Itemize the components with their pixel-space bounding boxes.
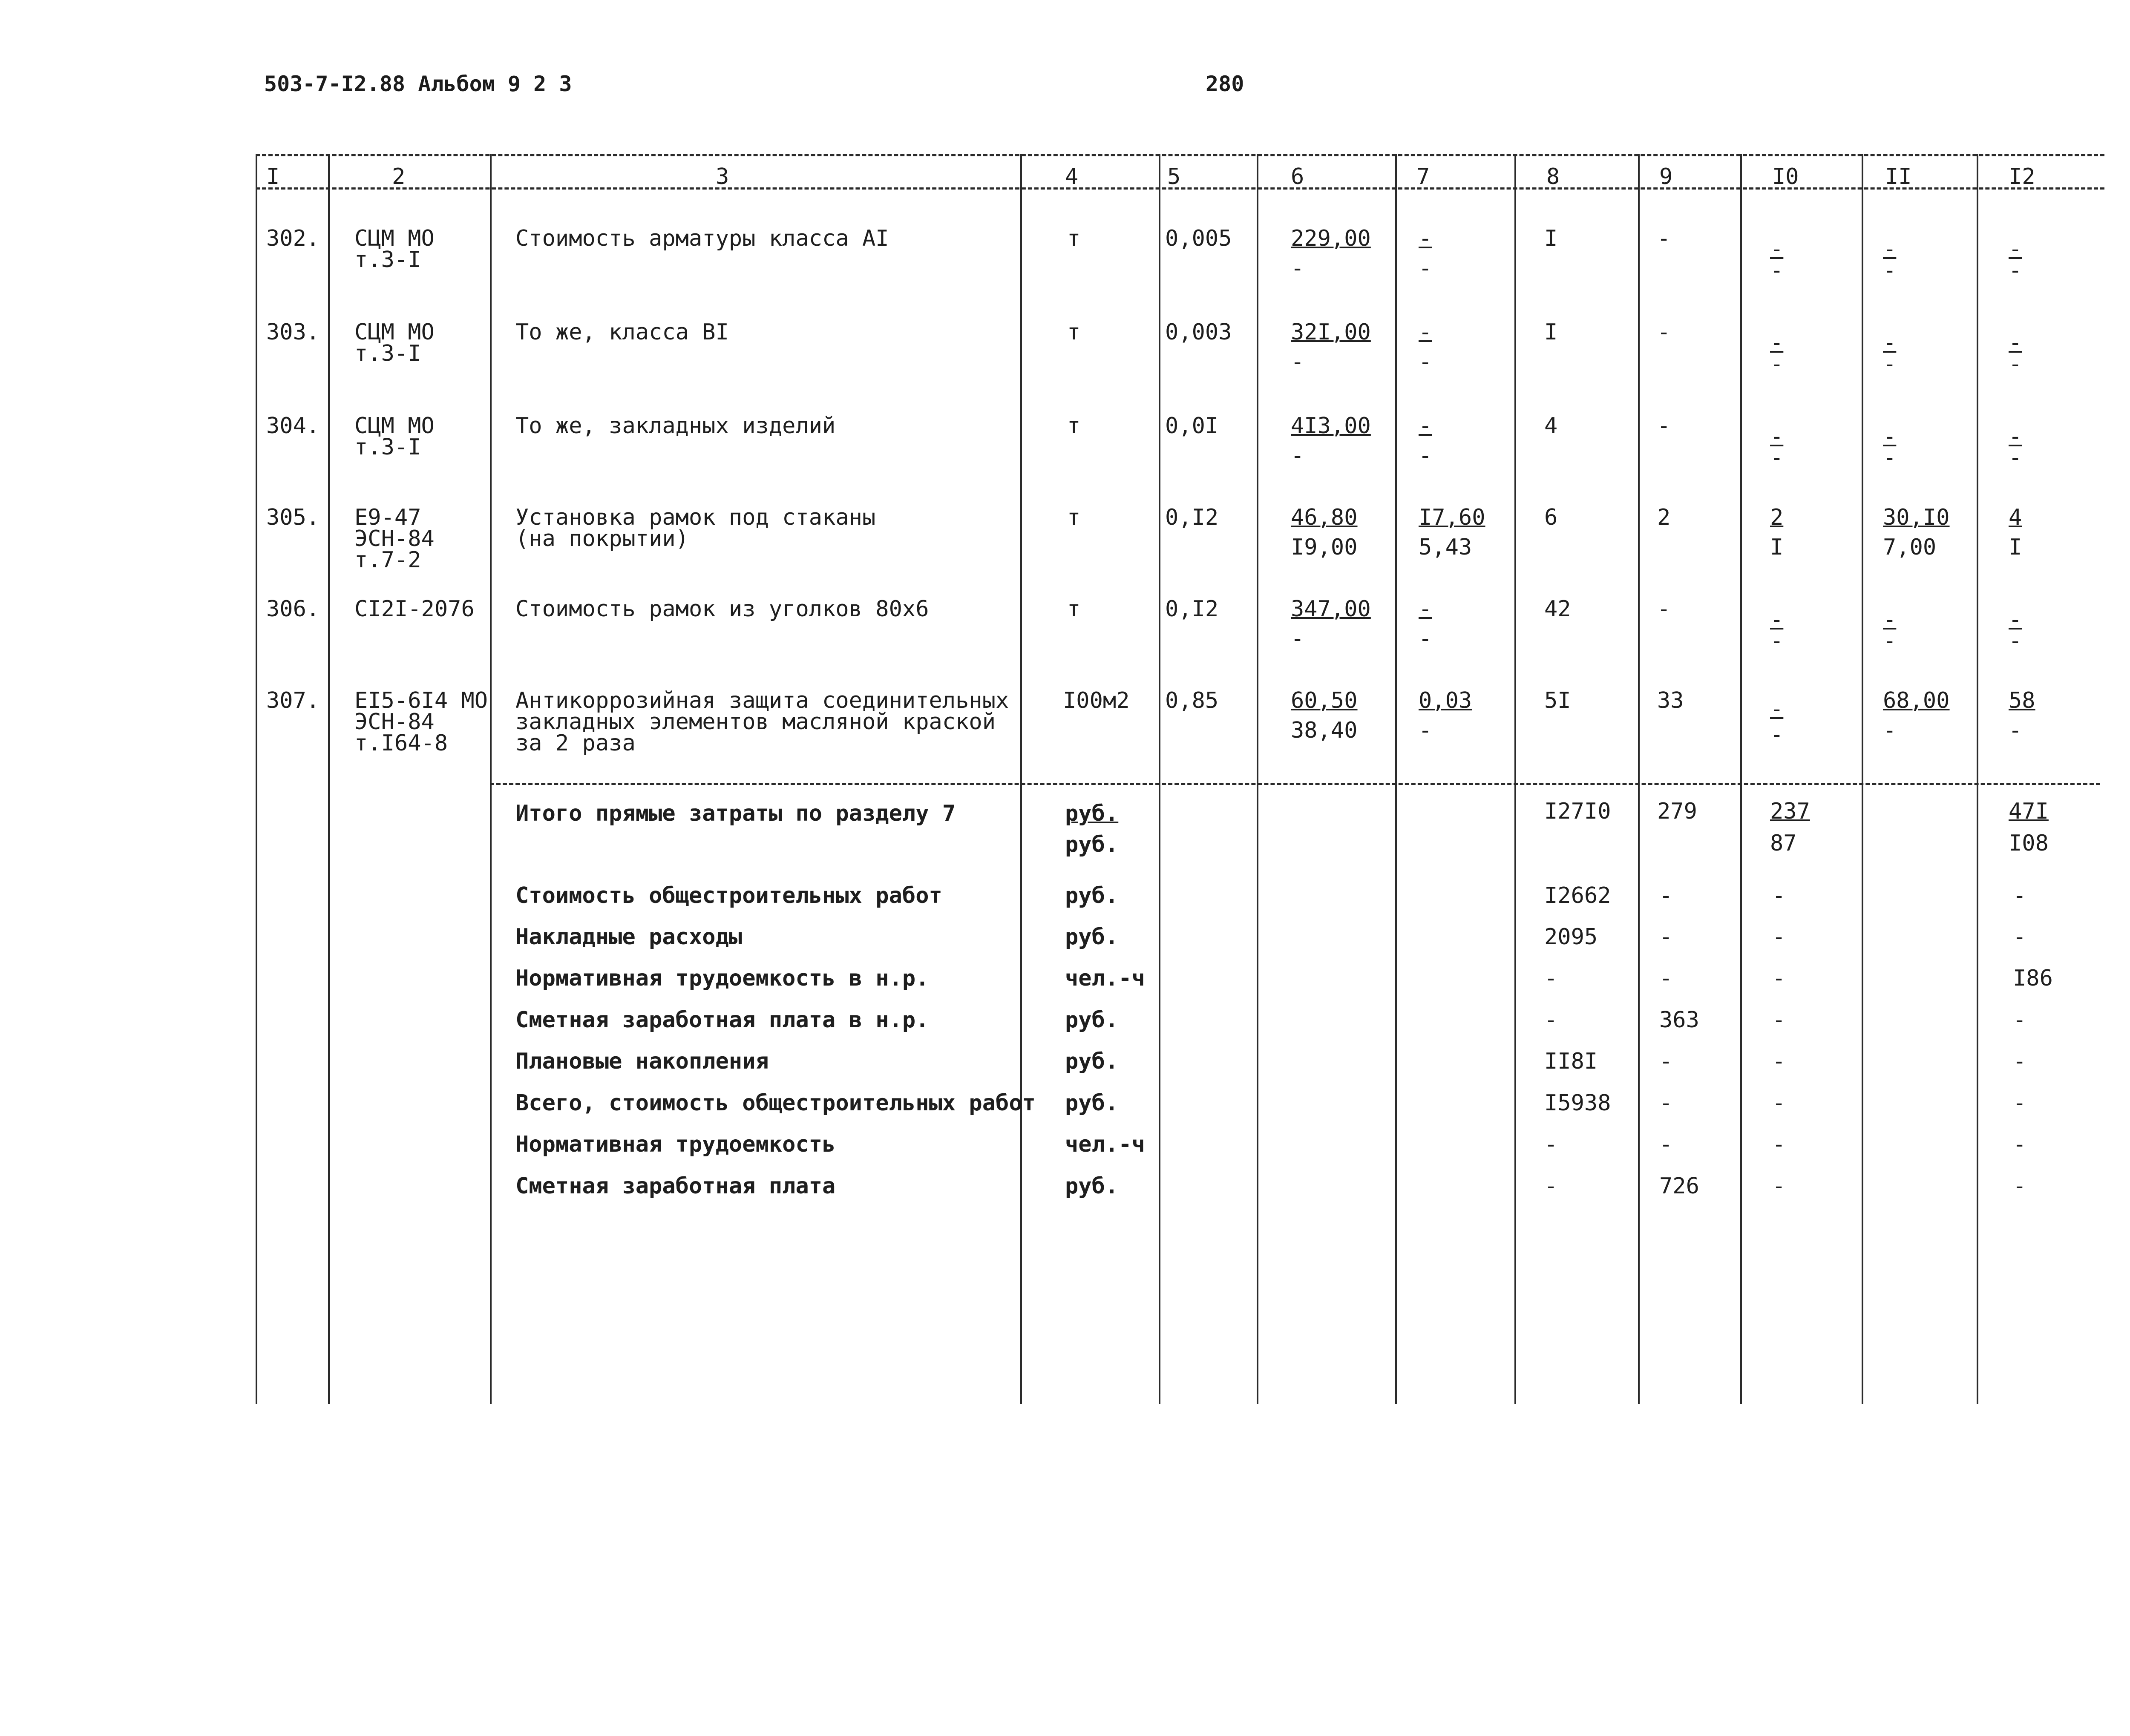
column-number: 4 — [1065, 164, 1079, 190]
summary-line-col10: - — [1772, 1007, 1786, 1033]
row-col11-bottom: - — [1883, 628, 1897, 654]
row-name: Стоимость рамок из уголков 80х6 — [515, 596, 929, 622]
summary-line-col12: - — [2013, 1049, 2026, 1074]
summary-line-col10: - — [1772, 883, 1786, 908]
row-col6-bottom: 38,40 — [1291, 718, 1358, 743]
row-col7-bottom: - — [1419, 256, 1432, 281]
row-quantity: 0,003 — [1165, 319, 1232, 345]
summary-line-unit: руб. — [1065, 1090, 1119, 1116]
row-number: 304. — [266, 413, 320, 439]
row-col10-top: - — [1770, 696, 1784, 722]
row-number: 303. — [266, 319, 320, 345]
row-reference: EI5-6I4 МО ЭСН-84 т.I64-8 — [354, 688, 488, 756]
row-col8: 4 — [1544, 413, 1558, 439]
row-col6-bottom: - — [1291, 626, 1304, 652]
document-code: 503-7-I2.88 Альбом 9 2 3 — [264, 72, 572, 96]
row-quantity: 0,85 — [1165, 688, 1219, 713]
column-number: I2 — [2009, 164, 2035, 190]
row-col11-bottom: - — [1883, 445, 1897, 471]
row-col11-bottom: - — [1883, 258, 1897, 283]
row-col8: I — [1544, 226, 1558, 251]
summary-line-col12: - — [2013, 1173, 2026, 1199]
row-col9: - — [1657, 596, 1671, 622]
row-col9: 33 — [1657, 688, 1684, 713]
row-number: 307. — [266, 688, 320, 713]
column-rule — [1514, 154, 1516, 1404]
row-reference: E9-47 ЭСН-84 т.7-2 — [354, 505, 435, 573]
row-unit: т — [1067, 413, 1081, 439]
column-rule — [490, 154, 492, 1404]
summary-line-col8: II8I — [1544, 1049, 1598, 1074]
column-number: I — [266, 164, 280, 190]
row-quantity: 0,005 — [1165, 226, 1232, 251]
summary-total-col8: I27I0 — [1544, 799, 1611, 824]
row-col11-bottom: - — [1883, 351, 1897, 377]
summary-line-unit: чел.-ч — [1065, 966, 1145, 991]
row-col12-top: - — [2009, 330, 2022, 356]
row-quantity: 0,0I — [1165, 413, 1219, 439]
summary-total-col9: 279 — [1657, 799, 1697, 824]
row-col10-bottom: - — [1770, 351, 1784, 377]
summary-line-unit: руб. — [1065, 1049, 1119, 1074]
row-col7-top: 0,03 — [1419, 688, 1472, 713]
row-col7-top: - — [1419, 413, 1432, 439]
column-rule — [1740, 154, 1742, 1404]
column-number: 7 — [1416, 164, 1430, 190]
summary-total-col10-bottom: 87 — [1770, 831, 1797, 856]
row-col9: - — [1657, 319, 1671, 345]
column-rule — [1977, 154, 1978, 1404]
row-col12-bottom: - — [2009, 351, 2022, 377]
row-col10-top: - — [1770, 330, 1784, 356]
summary-line-col9: - — [1659, 1090, 1673, 1116]
summary-line-col12: - — [2013, 1132, 2026, 1157]
column-number: I0 — [1772, 164, 1799, 190]
summary-line-label: Плановые накопления — [515, 1049, 769, 1074]
row-quantity: 0,I2 — [1165, 596, 1219, 622]
column-number: 6 — [1291, 164, 1304, 190]
column-rule — [1638, 154, 1640, 1404]
row-col6-top: 46,80 — [1291, 505, 1358, 530]
row-col12-top: - — [2009, 607, 2022, 632]
row-col7-bottom: - — [1419, 718, 1432, 743]
row-col7-bottom: - — [1419, 443, 1432, 468]
summary-line-col9: 363 — [1659, 1007, 1699, 1033]
column-number: 5 — [1167, 164, 1181, 190]
row-unit: т — [1067, 596, 1081, 622]
header-top-rule — [256, 154, 2104, 156]
column-number: 9 — [1659, 164, 1673, 190]
row-reference: CI2I-2076 — [354, 596, 475, 622]
row-unit: т — [1067, 226, 1081, 251]
summary-line-col8: - — [1544, 966, 1558, 991]
summary-line-col8: 2095 — [1544, 924, 1598, 950]
summary-line-col12: - — [2013, 1007, 2026, 1033]
row-col11-top: 30,I0 — [1883, 505, 1950, 530]
row-number: 302. — [266, 226, 320, 251]
summary-line-unit: руб. — [1065, 1007, 1119, 1033]
row-name: То же, класса BI — [515, 319, 729, 345]
column-rule — [256, 154, 257, 1404]
row-unit: I00м2 — [1063, 688, 1130, 713]
summary-line-unit: руб. — [1065, 1173, 1119, 1199]
row-reference: СЦМ МО т.3-I — [354, 413, 435, 460]
summary-line-col8: - — [1544, 1173, 1558, 1199]
row-name: Антикоррозийная защита соединительных закладных элементов масляной краской за 2 раза — [515, 688, 1009, 756]
page-number: 280 — [1206, 72, 1244, 96]
summary-line-unit: руб. — [1065, 883, 1119, 908]
row-col7-bottom: 5,43 — [1419, 535, 1472, 560]
row-col8: 6 — [1544, 505, 1558, 530]
row-number: 306. — [266, 596, 320, 622]
row-col12-bottom: - — [2009, 628, 2022, 654]
summary-line-col10: - — [1772, 1173, 1786, 1199]
summary-line-label: Нормативная трудоемкость — [515, 1132, 836, 1157]
summary-line-col8: - — [1544, 1007, 1558, 1033]
summary-line-label: Всего, стоимость общестроительных работ — [515, 1090, 1036, 1116]
row-col6-top: 32I,00 — [1291, 319, 1371, 345]
row-col6-bottom: - — [1291, 443, 1304, 468]
row-col12-top: 58 — [2009, 688, 2035, 713]
row-col12-bottom: - — [2009, 718, 2022, 743]
row-col9: - — [1657, 226, 1671, 251]
row-name: Установка рамок под стаканы (на покрытии) — [515, 505, 876, 552]
row-col12-bottom: I — [2009, 535, 2022, 560]
row-col7-top: - — [1419, 226, 1432, 251]
summary-line-col9: - — [1659, 883, 1673, 908]
row-col10-bottom: I — [1770, 535, 1784, 560]
row-unit: т — [1067, 319, 1081, 345]
row-col11-top: 68,00 — [1883, 688, 1950, 713]
row-col8: I — [1544, 319, 1558, 345]
row-col8: 5I — [1544, 688, 1571, 713]
row-col10-top: - — [1770, 607, 1784, 632]
row-col7-bottom: - — [1419, 349, 1432, 375]
summary-line-unit: руб. — [1065, 924, 1119, 950]
row-col12-bottom: - — [2009, 445, 2022, 471]
row-col12-top: - — [2009, 236, 2022, 262]
summary-line-col9: - — [1659, 924, 1673, 950]
row-col8: 42 — [1544, 596, 1571, 622]
row-col12-bottom: - — [2009, 258, 2022, 283]
summary-line-col9: - — [1659, 1132, 1673, 1157]
summary-line-unit: чел.-ч — [1065, 1132, 1145, 1157]
column-rule — [1257, 154, 1258, 1404]
row-col10-bottom: - — [1770, 628, 1784, 654]
row-quantity: 0,I2 — [1165, 505, 1219, 530]
column-rule — [328, 154, 330, 1404]
row-col11-bottom: 7,00 — [1883, 535, 1937, 560]
row-col10-bottom: - — [1770, 258, 1784, 283]
row-col7-top: - — [1419, 319, 1432, 345]
row-number: 305. — [266, 505, 320, 530]
row-col6-bottom: I9,00 — [1291, 535, 1358, 560]
row-col7-bottom: - — [1419, 626, 1432, 652]
row-col6-bottom: - — [1291, 256, 1304, 281]
summary-line-label: Сметная заработная плата — [515, 1173, 836, 1199]
row-col6-top: 60,50 — [1291, 688, 1358, 713]
summary-total-col12-top: 47I — [2009, 799, 2049, 824]
summary-line-col8: - — [1544, 1132, 1558, 1157]
summary-line-col10: - — [1772, 1090, 1786, 1116]
summary-line-col8: I5938 — [1544, 1090, 1611, 1116]
summary-total-unit-bottom: руб. — [1065, 832, 1119, 857]
summary-line-col10: - — [1772, 966, 1786, 991]
summary-line-col10: - — [1772, 1049, 1786, 1074]
summary-line-col12: I86 — [2013, 966, 2053, 991]
row-col6-top: 347,00 — [1291, 596, 1371, 622]
column-rule — [1395, 154, 1397, 1404]
summary-line-col12: - — [2013, 924, 2026, 950]
row-col9: - — [1657, 413, 1671, 439]
row-col6-top: 229,00 — [1291, 226, 1371, 251]
summary-line-label: Нормативная трудоемкость в н.р. — [515, 966, 929, 991]
row-name: То же, закладных изделий — [515, 413, 836, 439]
summary-total-col12-bottom: I08 — [2009, 831, 2049, 856]
column-number: 2 — [392, 164, 406, 190]
summary-line-col12: - — [2013, 1090, 2026, 1116]
summary-separator — [490, 783, 2100, 785]
row-col6-bottom: - — [1291, 349, 1304, 375]
summary-line-label: Накладные расходы — [515, 924, 743, 950]
summary-line-col10: - — [1772, 1132, 1786, 1157]
summary-line-col9: - — [1659, 1049, 1673, 1074]
row-col12-top: - — [2009, 424, 2022, 449]
summary-line-label: Стоимость общестроительных работ — [515, 883, 942, 908]
row-col9: 2 — [1657, 505, 1671, 530]
row-reference: СЦМ МО т.3-I — [354, 226, 435, 273]
row-col6-top: 4I3,00 — [1291, 413, 1371, 439]
row-col10-bottom: - — [1770, 722, 1784, 747]
column-rule — [1020, 154, 1022, 1404]
summary-total-label: Итого прямые затраты по разделу 7 — [515, 801, 956, 826]
row-col11-top: - — [1883, 424, 1897, 449]
row-name: Стоимость арматуры класса AI — [515, 226, 889, 251]
row-col11-top: - — [1883, 607, 1897, 632]
row-reference: СЦМ МО т.3-I — [354, 319, 435, 366]
summary-total-unit-top: руб. — [1065, 801, 1119, 826]
summary-line-col9: 726 — [1659, 1173, 1699, 1199]
column-number: II — [1885, 164, 1912, 190]
summary-line-col8: I2662 — [1544, 883, 1611, 908]
summary-line-label: Сметная заработная плата в н.р. — [515, 1007, 929, 1033]
row-col11-top: - — [1883, 236, 1897, 262]
row-col11-bottom: - — [1883, 718, 1897, 743]
row-col12-top: 4 — [2009, 505, 2022, 530]
summary-line-col9: - — [1659, 966, 1673, 991]
row-unit: т — [1067, 505, 1081, 530]
column-rule — [1862, 154, 1863, 1404]
summary-line-col12: - — [2013, 883, 2026, 908]
summary-line-col10: - — [1772, 924, 1786, 950]
column-rule — [1159, 154, 1160, 1404]
summary-total-col10-top: 237 — [1770, 799, 1810, 824]
row-col11-top: - — [1883, 330, 1897, 356]
column-number: 3 — [716, 164, 729, 190]
column-number: 8 — [1546, 164, 1560, 190]
row-col10-top: 2 — [1770, 505, 1784, 530]
row-col7-top: - — [1419, 596, 1432, 622]
row-col10-top: - — [1770, 424, 1784, 449]
row-col10-bottom: - — [1770, 445, 1784, 471]
row-col10-top: - — [1770, 236, 1784, 262]
row-col7-top: I7,60 — [1419, 505, 1485, 530]
